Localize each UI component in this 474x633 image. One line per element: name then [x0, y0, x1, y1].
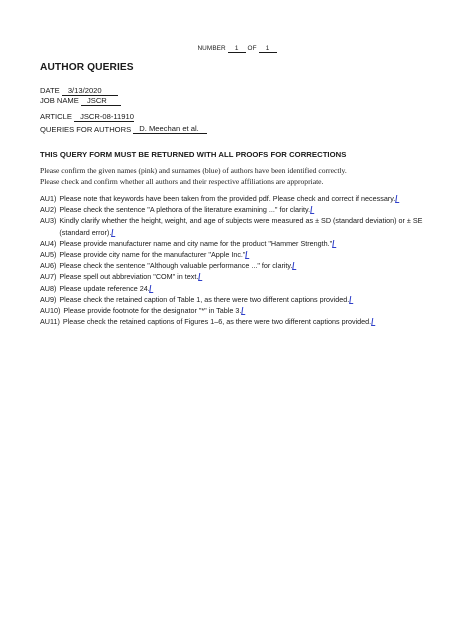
of-value: 1 [259, 45, 277, 53]
queries-for-authors-row [40, 124, 207, 134]
query-item [40, 204, 444, 215]
query-marker-icon[interactable] [332, 240, 337, 248]
query-item [40, 193, 444, 204]
article-row [40, 112, 134, 122]
return-notice: THIS QUERY FORM MUST BE RETURNED WITH ALL PROOFS FOR CORRECTIONS [40, 150, 347, 159]
instruction-line: Please confirm the given names (pink) and surnames (blue) of authors have been identified correctly. [40, 166, 347, 175]
query-marker-icon[interactable] [310, 206, 315, 214]
queries-for-authors-label: QUERIES FOR AUTHORS [40, 125, 132, 134]
query-item [40, 249, 444, 260]
query-label: AU4) [40, 238, 57, 248]
query-label: AU5) [40, 250, 57, 260]
query-text: Please check the sentence "A plethora of the literature examining ..." for clarity. [59, 205, 311, 215]
page-number-line [0, 45, 474, 53]
number-label: NUMBER [197, 45, 226, 52]
page-title: AUTHOR QUERIES [40, 62, 134, 73]
query-item [40, 316, 444, 327]
query-label: AU3) [40, 216, 57, 226]
query-marker-icon[interactable] [292, 262, 297, 270]
query-text: Please spell out abbreviation "COM" in text. [59, 272, 199, 282]
query-label: AU9) [40, 294, 57, 304]
query-marker-icon[interactable] [371, 318, 376, 326]
query-text: Please provide footnote for the designator "*" in Table 3. [63, 306, 242, 316]
of-label: OF [247, 45, 257, 52]
query-item [40, 294, 444, 305]
query-marker-icon[interactable] [111, 229, 116, 237]
date-value: 3/13/2020 [62, 86, 118, 96]
article-label: ARTICLE [40, 112, 72, 121]
query-label: AU11) [40, 317, 60, 327]
instructions [40, 165, 440, 187]
query-label: AU8) [40, 283, 57, 293]
query-item [40, 260, 444, 271]
query-text: Please note that keywords have been taken from the provided pdf. Please check and correct if necessary. [59, 194, 396, 203]
query-item [40, 238, 444, 249]
query-label: AU1) [40, 194, 57, 203]
query-text: Please check the sentence "Although valuable performance ..." for clarity. [59, 261, 293, 271]
date-row [40, 86, 118, 96]
query-text: Please provide city name for the manufacturer "Apple Inc." [59, 250, 246, 260]
article-value: JSCR-08-11910 [74, 112, 134, 122]
query-marker-icon[interactable] [241, 307, 246, 315]
date-label: DATE [40, 86, 60, 95]
query-marker-icon[interactable] [149, 285, 154, 293]
instruction-line: Please check and confirm whether all authors and their respective affiliations are appropriate. [40, 177, 324, 186]
query-text: Kindly clarify whether the height, weight, and age of subjects were measured as ± SD (standard deviation) or ± SE (standard error). [59, 216, 423, 237]
query-item [40, 271, 444, 282]
job-name-label: JOB NAME [40, 96, 79, 105]
query-text: Please provide manufacturer name and city name for the product "Hammer Strength." [59, 238, 333, 248]
job-name-value: JSCR [81, 96, 121, 106]
query-text: Please update reference 24. [59, 283, 150, 293]
job-name-row [40, 96, 121, 106]
query-marker-icon[interactable] [245, 251, 250, 259]
queries-for-authors-value: D. Meechan et al. [133, 124, 207, 134]
query-item [40, 283, 444, 294]
query-label: AU2) [40, 205, 57, 215]
query-item [40, 305, 444, 316]
query-label: AU6) [40, 261, 57, 271]
query-marker-icon[interactable] [395, 195, 400, 203]
query-text: Please check the retained caption of Table 1, as there were two different captions provided. [59, 294, 350, 304]
query-item [40, 215, 444, 237]
number-value: 1 [228, 45, 246, 53]
query-marker-icon[interactable] [349, 296, 354, 304]
query-label: AU7) [40, 272, 57, 282]
query-label: AU10) [40, 306, 61, 316]
query-list [40, 193, 444, 327]
query-marker-icon[interactable] [198, 273, 203, 281]
query-text: Please check the retained captions of Figures 1–6, as there were two different captions provided. [62, 317, 372, 327]
